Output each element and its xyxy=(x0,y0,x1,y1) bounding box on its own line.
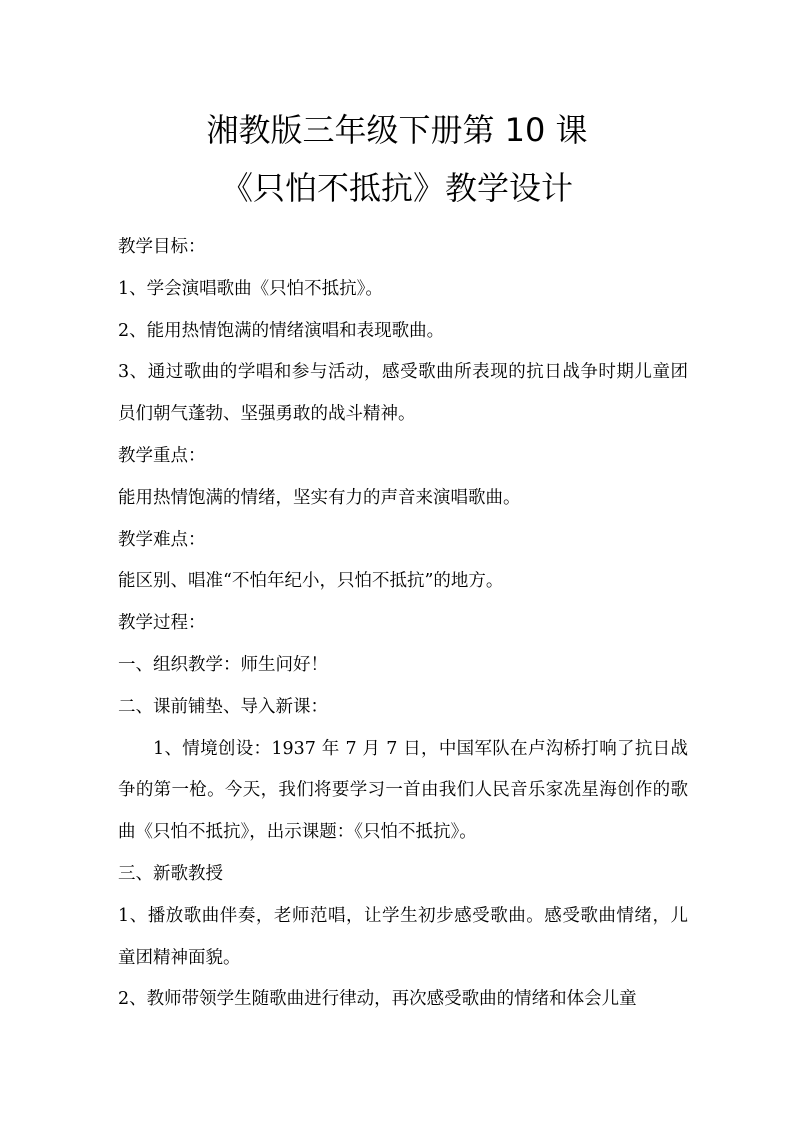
process-step-3: 三、新歌教授 xyxy=(118,863,223,884)
difficult-points-heading: 教学难点： xyxy=(118,529,206,550)
goal-2: 2、能用热情饱满的情绪演唱和表现歌曲。 xyxy=(118,320,445,341)
key-points-heading: 教学重点： xyxy=(118,445,206,466)
document-title-line-1: 湘教版三年级下册第 10 课 xyxy=(206,111,588,149)
goal-3: 3、通过歌曲的学唱和参与活动，感受歌曲所表现的抗日战争时期儿童团员们朝气蓬勃、坚强勇敢的战斗精神。 xyxy=(118,362,688,425)
process-step-2: 二、课前铺垫、导入新课： xyxy=(118,696,328,717)
document-body xyxy=(118,227,688,1021)
goal-1: 1、学会演唱歌曲《只怕不抵抗》。 xyxy=(118,278,383,299)
difficult-point-text: 能区别、唱准“不怕年纪小，只怕不抵抗”的地方。 xyxy=(118,571,504,592)
process-step-1: 一、组织教学：师生问好！ xyxy=(118,654,328,675)
new-song-step-1: 1、播放歌曲伴奏，老师范唱，让学生初步感受歌曲。感受歌曲情绪，儿童团精神面貌。 xyxy=(118,905,688,968)
new-song-step-2: 2、教师带领学生随歌曲进行律动，再次感受歌曲的情绪和体会儿童 xyxy=(118,989,637,1010)
key-point-text: 能用热情饱满的情绪，坚实有力的声音来演唱歌曲。 xyxy=(118,487,521,508)
scene-setting-paragraph: 1、情境创设：1937 年 7 月 7 日，中国军队在卢沟桥打响了抗日战争的第一枪。今天，我们将要学习一首由我们人民音乐家冼星海创作的歌曲《只怕不抵抗》，出示课题：《只怕不抵抗》。 xyxy=(118,738,688,843)
teaching-goals-heading: 教学目标： xyxy=(118,237,206,257)
teaching-process-heading: 教学过程： xyxy=(118,613,206,634)
document-title-line-2: 《只怕不抵抗》教学设计 xyxy=(220,169,573,207)
